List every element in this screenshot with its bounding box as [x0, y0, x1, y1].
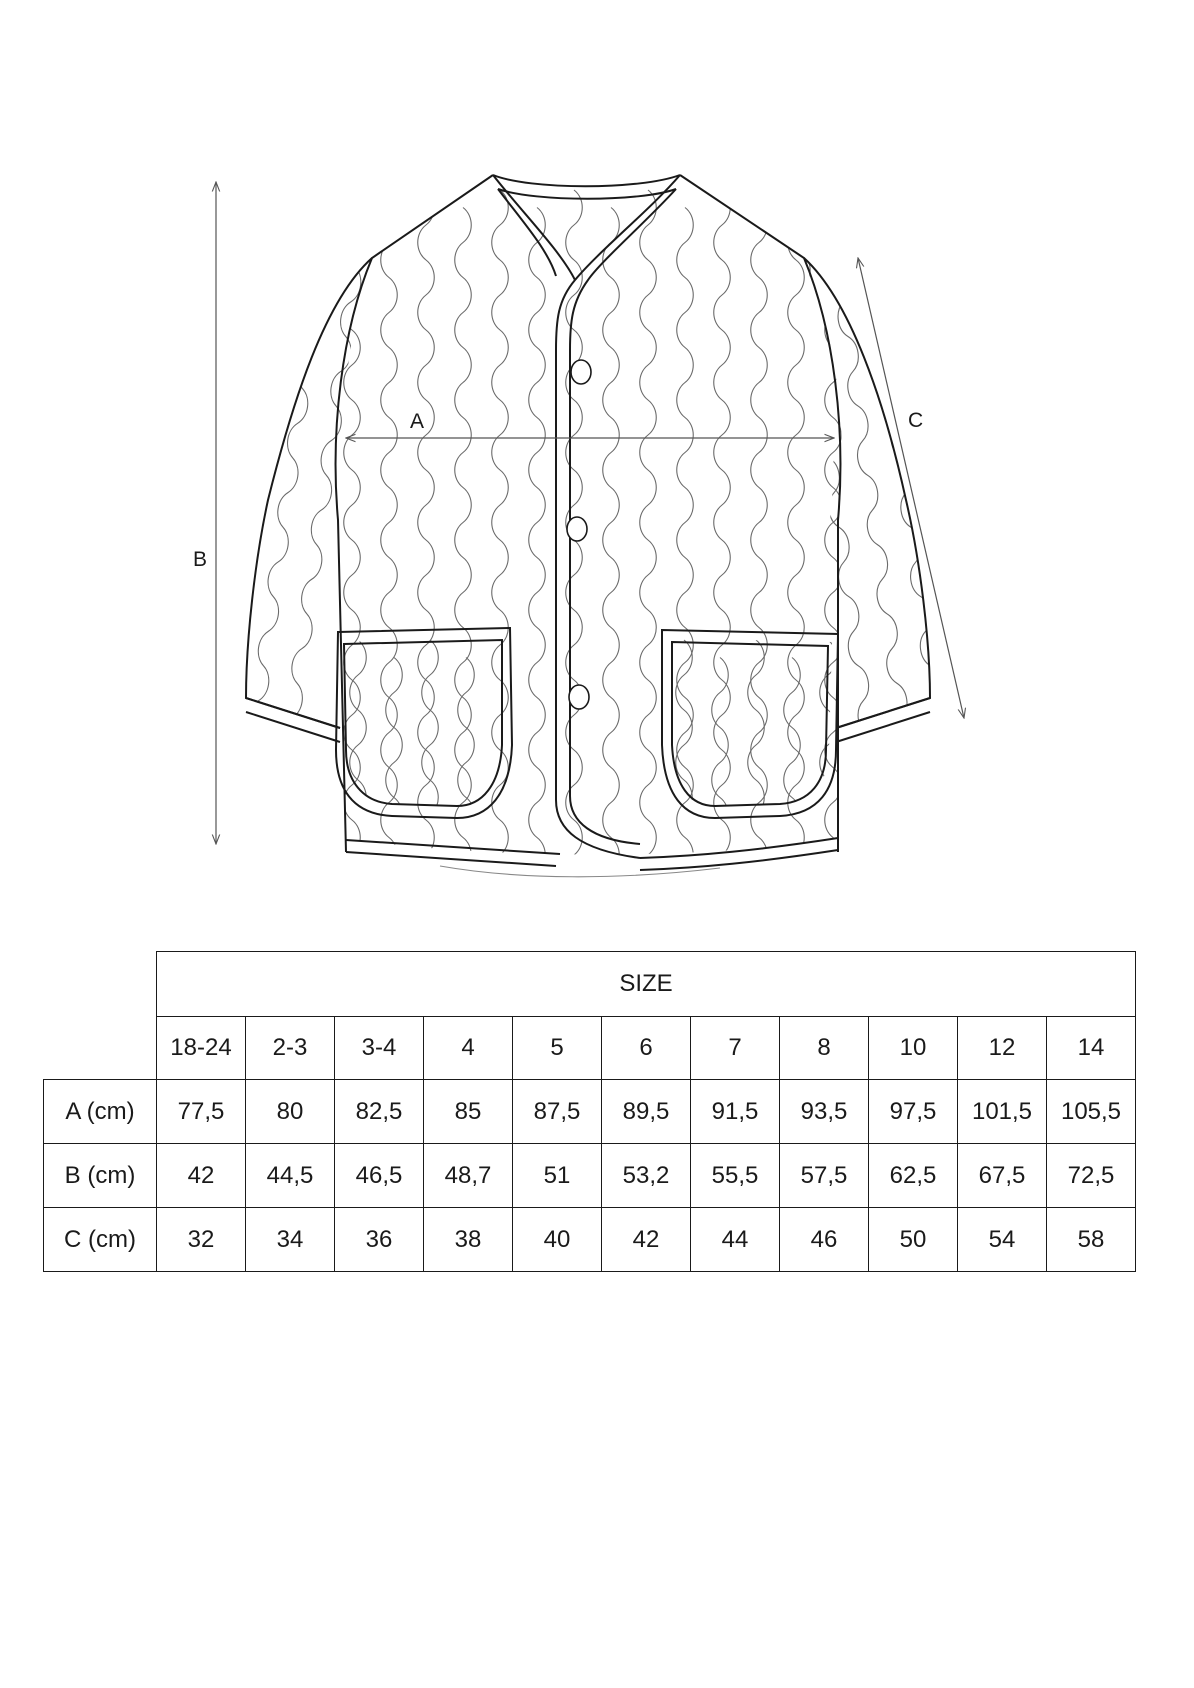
corner-cell — [44, 1017, 157, 1080]
measurement-value: 46 — [780, 1208, 869, 1272]
measurement-value: 87,5 — [513, 1080, 602, 1144]
right-pocket — [662, 630, 838, 818]
measurement-label: C (cm) — [44, 1208, 157, 1272]
measurement-value: 97,5 — [869, 1080, 958, 1144]
left-sleeve-outline — [246, 258, 372, 728]
measurement-value: 89,5 — [602, 1080, 691, 1144]
measurement-value: 44,5 — [246, 1144, 335, 1208]
measurement-value: 67,5 — [958, 1144, 1047, 1208]
size-column-header: 3-4 — [335, 1017, 424, 1080]
size-column-header: 2-3 — [246, 1017, 335, 1080]
button-bottom — [569, 685, 589, 709]
corner-cell — [44, 952, 157, 1017]
left-sleeve-quilting — [170, 249, 363, 788]
measurement-value: 50 — [869, 1208, 958, 1272]
measurement-value: 40 — [513, 1208, 602, 1272]
body-side-seam-right — [680, 175, 840, 852]
size-chart-table — [43, 951, 1136, 1272]
body-quilting-pattern — [344, 190, 842, 890]
left-pocket — [336, 628, 512, 818]
measurement-value: 58 — [1047, 1208, 1136, 1272]
size-column-header: 6 — [602, 1017, 691, 1080]
measurement-value: 46,5 — [335, 1144, 424, 1208]
size-column-header: 10 — [869, 1017, 958, 1080]
measurement-value: 42 — [157, 1144, 246, 1208]
size-column-header: 7 — [691, 1017, 780, 1080]
measurement-row — [44, 1144, 1136, 1208]
measurement-value: 44 — [691, 1208, 780, 1272]
measurement-value: 57,5 — [780, 1144, 869, 1208]
measurement-value: 101,5 — [958, 1080, 1047, 1144]
size-column-header: 8 — [780, 1017, 869, 1080]
measurement-value: 53,2 — [602, 1144, 691, 1208]
measurement-value: 80 — [246, 1080, 335, 1144]
size-column-header: 5 — [513, 1017, 602, 1080]
measurement-value: 48,7 — [424, 1144, 513, 1208]
measurement-value: 82,5 — [335, 1080, 424, 1144]
measurement-value: 34 — [246, 1208, 335, 1272]
measurement-value: 32 — [157, 1208, 246, 1272]
measurement-value: 72,5 — [1047, 1144, 1136, 1208]
measurement-value: 42 — [602, 1208, 691, 1272]
measurement-value: 62,5 — [869, 1144, 958, 1208]
size-column-header: 4 — [424, 1017, 513, 1080]
size-column-header: 18-24 — [157, 1017, 246, 1080]
measurement-row — [44, 1080, 1136, 1144]
measurement-value: 54 — [958, 1208, 1047, 1272]
front-placket-band — [493, 175, 680, 858]
size-column-header: 12 — [958, 1017, 1047, 1080]
measurement-value: 93,5 — [780, 1080, 869, 1144]
measurement-value: 85 — [424, 1080, 513, 1144]
dimension-label-a: A — [410, 410, 425, 433]
dimension-label-c: C — [908, 409, 924, 432]
measurement-value: 36 — [335, 1208, 424, 1272]
button-middle — [567, 517, 587, 541]
right-sleeve-outline — [804, 258, 930, 728]
size-column-header: 14 — [1047, 1017, 1136, 1080]
measurement-row — [44, 1208, 1136, 1272]
measurement-value: 91,5 — [691, 1080, 780, 1144]
measurement-label: B (cm) — [44, 1144, 157, 1208]
measurement-value: 51 — [513, 1144, 602, 1208]
measurement-value: 38 — [424, 1208, 513, 1272]
measurement-value: 77,5 — [157, 1080, 246, 1144]
measurement-value: 55,5 — [691, 1144, 780, 1208]
dimension-label-b: B — [193, 548, 208, 571]
measurement-label: A (cm) — [44, 1080, 157, 1144]
measure-line-c — [858, 258, 964, 718]
size-header: SIZE — [157, 952, 1136, 1017]
neckline-band — [493, 175, 680, 199]
button-top — [571, 360, 591, 384]
left-cuff-band — [246, 698, 340, 742]
right-cuff-band — [836, 698, 930, 742]
measurement-value: 105,5 — [1047, 1080, 1136, 1144]
